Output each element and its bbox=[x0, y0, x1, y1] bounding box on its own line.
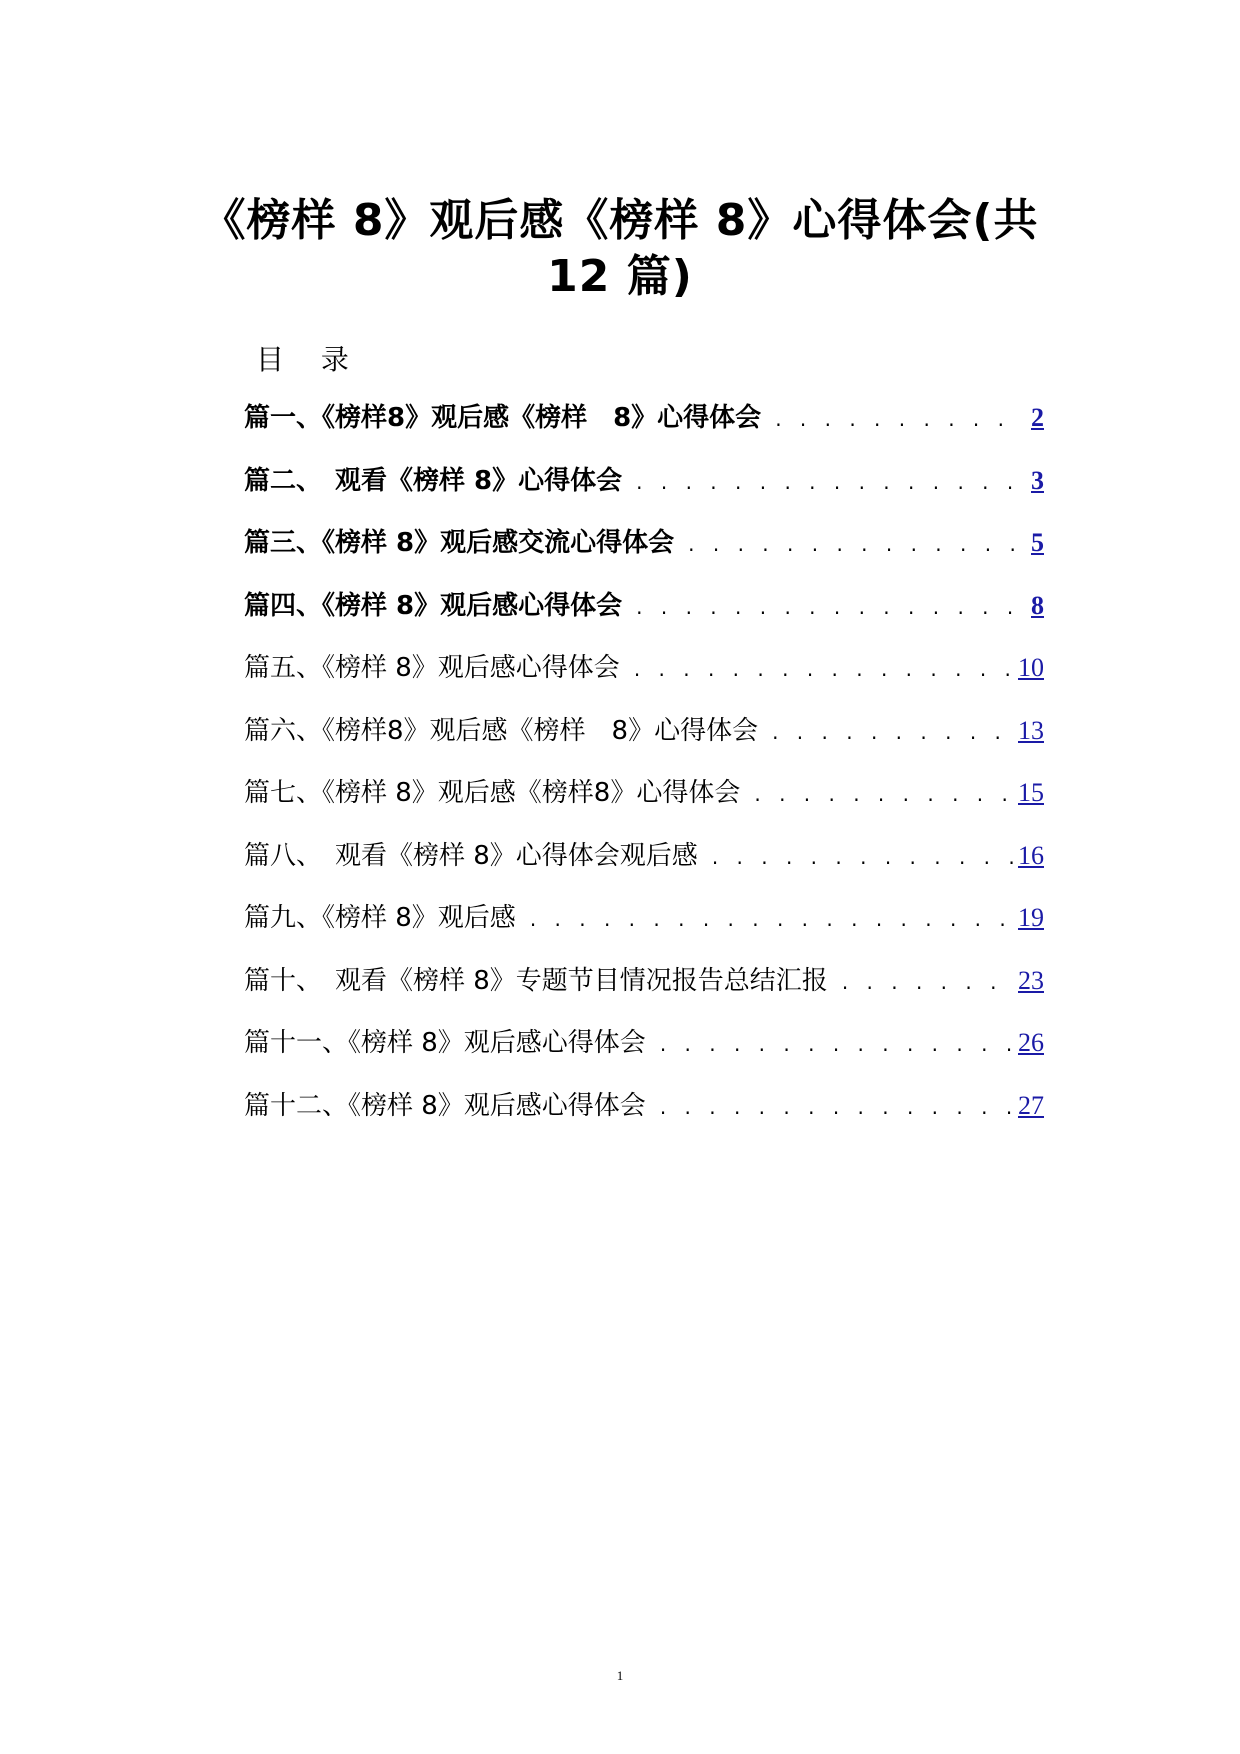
title-line-2: 12 篇) bbox=[547, 251, 693, 302]
toc-entry-label: 篇八、 观看《榜样 8》心得体会观后感 bbox=[244, 840, 698, 871]
toc-page-link[interactable]: 8 bbox=[1031, 590, 1044, 620]
toc-page-link[interactable]: 13 bbox=[1018, 715, 1044, 745]
toc-page-link[interactable]: 2 bbox=[1031, 403, 1044, 432]
toc-entry-11 bbox=[244, 1025, 1044, 1088]
toc-entry-label: 篇十、 观看《榜样 8》专题节目情况报告总结汇报 bbox=[244, 965, 828, 996]
toc-page-link[interactable]: 27 bbox=[1018, 1090, 1044, 1120]
toc-entry-label: 篇七、《榜样 8》观后感《榜样8》心得体会 bbox=[244, 778, 741, 808]
toc-entry-6 bbox=[244, 713, 1044, 776]
toc-page-link[interactable]: 23 bbox=[1018, 965, 1044, 995]
toc-entry-3 bbox=[244, 525, 1044, 588]
toc-dot-leader bbox=[698, 838, 1014, 876]
toc-entry-7 bbox=[244, 775, 1044, 838]
page-number: 1 bbox=[616, 1668, 624, 1683]
toc-heading: 目 录 bbox=[256, 343, 363, 376]
toc-page-link[interactable]: 15 bbox=[1018, 778, 1044, 807]
table-of-contents bbox=[244, 400, 1044, 1150]
title-line-1: 《榜样 8》观后感《榜样 8》心得体会(共 bbox=[201, 195, 1039, 246]
toc-dot-leader bbox=[828, 963, 1014, 1001]
toc-page-link[interactable]: 5 bbox=[1031, 528, 1044, 557]
toc-dot-leader bbox=[646, 1025, 1014, 1063]
toc-page-link[interactable]: 10 bbox=[1018, 653, 1044, 682]
toc-page-link[interactable]: 3 bbox=[1031, 465, 1044, 495]
toc-entry-label: 篇二、 观看《榜样 8》心得体会 bbox=[244, 465, 623, 496]
toc-dot-leader bbox=[622, 588, 1014, 626]
toc-dot-leader bbox=[740, 775, 1014, 813]
toc-dot-leader bbox=[622, 463, 1014, 501]
toc-dot-leader bbox=[620, 650, 1014, 688]
toc-page-link[interactable]: 16 bbox=[1018, 840, 1044, 870]
toc-page-link[interactable]: 26 bbox=[1018, 1028, 1044, 1057]
toc-page-link[interactable]: 19 bbox=[1018, 903, 1044, 932]
toc-entry-8 bbox=[244, 838, 1044, 901]
toc-dot-leader bbox=[674, 525, 1014, 563]
document-title bbox=[190, 193, 1050, 305]
toc-entry-label: 篇十二、《榜样 8》观后感心得体会 bbox=[244, 1090, 646, 1121]
toc-entry-label: 篇九、《榜样 8》观后感 bbox=[244, 903, 516, 933]
toc-entry-label: 篇三、《榜样 8》观后感交流心得体会 bbox=[244, 528, 675, 558]
toc-entry-12 bbox=[244, 1088, 1044, 1151]
toc-entry-2 bbox=[244, 463, 1044, 526]
toc-entry-label: 篇五、《榜样 8》观后感心得体会 bbox=[244, 653, 620, 683]
toc-entry-label: 篇四、《榜样 8》观后感心得体会 bbox=[244, 590, 623, 621]
toc-entry-label: 篇一、《榜样8》观后感《榜样 8》心得体会 bbox=[244, 403, 762, 433]
toc-entry-1 bbox=[244, 400, 1044, 463]
toc-entry-9 bbox=[244, 900, 1044, 963]
toc-entry-label: 篇六、《榜样8》观后感《榜样 8》心得体会 bbox=[244, 715, 759, 746]
toc-entry-4 bbox=[244, 588, 1044, 651]
toc-entry-label: 篇十一、《榜样 8》观后感心得体会 bbox=[244, 1028, 646, 1058]
toc-entry-10 bbox=[244, 963, 1044, 1026]
toc-dot-leader bbox=[516, 900, 1014, 938]
toc-dot-leader bbox=[646, 1088, 1014, 1126]
toc-dot-leader bbox=[758, 713, 1014, 751]
toc-dot-leader bbox=[761, 400, 1014, 438]
toc-entry-5 bbox=[244, 650, 1044, 713]
